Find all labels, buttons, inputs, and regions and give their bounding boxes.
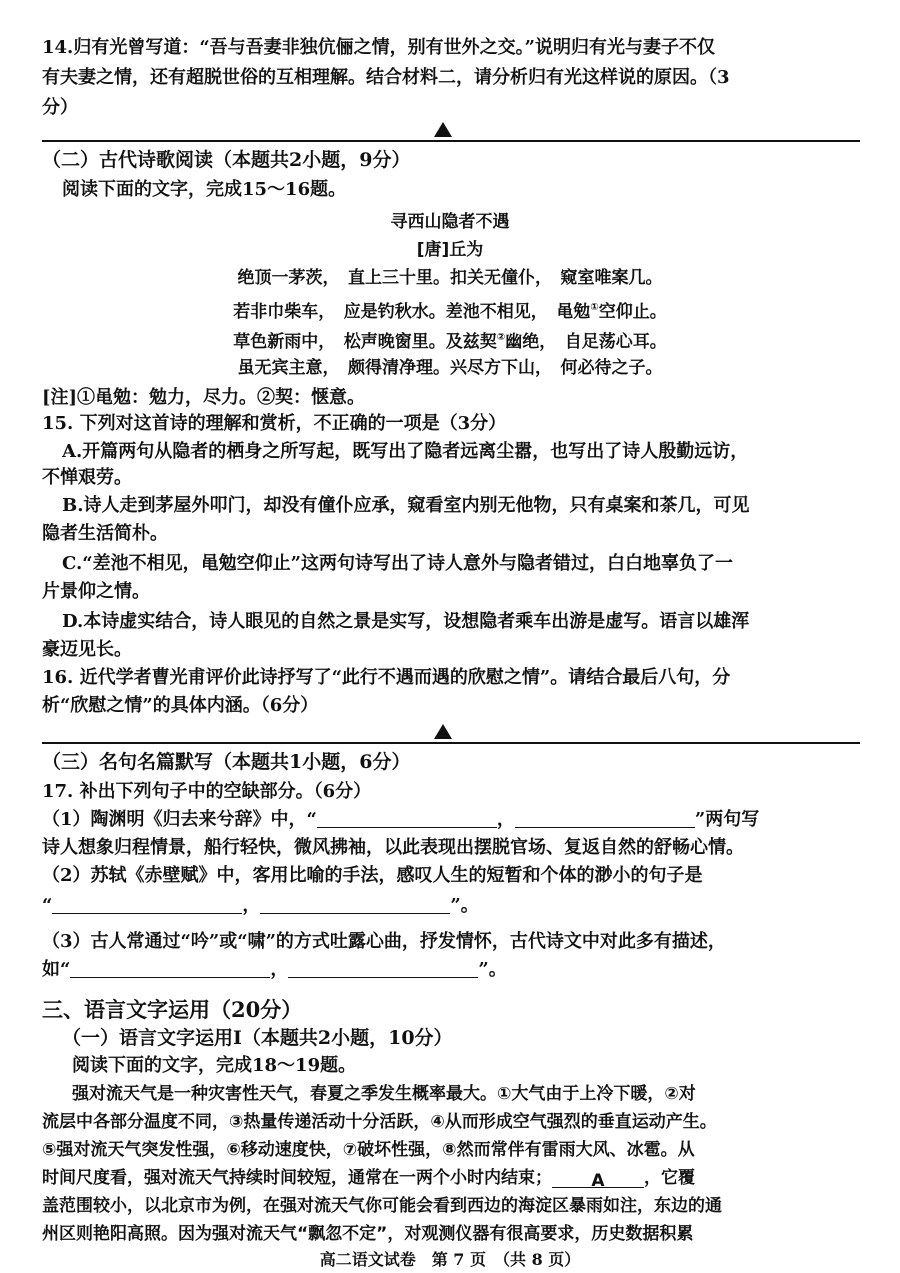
blank-label-a: A bbox=[591, 1171, 605, 1190]
answer-triangle-mark bbox=[434, 724, 452, 739]
section2-heading: （二）古代诗歌阅读（本题共2小题，9分） bbox=[42, 149, 411, 171]
poem-line-4: 虽无宾主意， 颇得清净理。兴尽方下山， 何必待之子。 bbox=[237, 358, 663, 378]
q15-option-d-line2: 豪迈见长。 bbox=[42, 639, 132, 660]
q15-option-d-line1: D.本诗虚实结合，诗人眼见的自然之景是实写，设想隐者乘车出游是虚写。语言以雄浑 bbox=[62, 611, 750, 632]
q16-line1: 16. 近代学者曹光甫评价此诗抒写了“此行不遇而遇的欣慰之情”。请结合最后八句，分 bbox=[42, 667, 731, 688]
q15-option-c-line1: C.“差池不相见，黾勉空仰止”这两句诗写出了诗人意外与隐者错过，白白地辜负了一 bbox=[62, 553, 733, 574]
poem-line-3-tail: 幽绝， 自足荡心耳。 bbox=[505, 332, 667, 352]
answer-blank[interactable] bbox=[317, 809, 497, 828]
poem-title: 寻西山隐者不遇 bbox=[390, 212, 510, 232]
answer-triangle-mark bbox=[434, 122, 452, 137]
answer-blank-a[interactable] bbox=[552, 1169, 644, 1188]
q17-part1-text-a: （1）陶渊明《归去来兮辞》中，“ bbox=[42, 809, 317, 830]
answer-blank[interactable] bbox=[52, 895, 242, 914]
passage-line1: 强对流天气是一种灾害性天气，春夏之季发生概率最大。①大气由于上冷下暖，②对 bbox=[72, 1084, 696, 1104]
passage-line4-text-b: ，它覆 bbox=[644, 1168, 695, 1188]
section2-instruction: 阅读下面的文字，完成15～16题。 bbox=[62, 179, 347, 200]
q14-line1: 14.归有光曾写道：“吾与吾妻非独伉俪之情，别有世外之交。”说明归有光与妻子不仅 bbox=[42, 37, 716, 58]
q17-part1-line1 bbox=[42, 808, 862, 832]
section-divider bbox=[42, 742, 860, 744]
answer-blank[interactable] bbox=[70, 959, 270, 978]
page-footer: 高二语文试卷 第 7 页 （共 8 页） bbox=[319, 1250, 581, 1269]
q15-option-b-line1: B.诗人走到茅屋外叩门，却没有僮仆应承，窥看室内别无他物，只有桌案和茶几，可见 bbox=[62, 495, 750, 516]
part3-instruction: 阅读下面的文字，完成18～19题。 bbox=[72, 1055, 357, 1076]
poem-line-3 bbox=[0, 326, 900, 354]
section-divider bbox=[42, 140, 860, 142]
poem-line-2 bbox=[0, 296, 900, 324]
q17-part2-text-c: ”。 bbox=[450, 895, 479, 916]
q17-part2-line2 bbox=[42, 894, 862, 918]
poem-note: [注]①黾勉：勉力，尽力。②契：惬意。 bbox=[42, 387, 366, 408]
answer-blank[interactable] bbox=[515, 809, 695, 828]
section3-heading: （三）名句名篇默写（本题共1小题，6分） bbox=[42, 751, 411, 773]
answer-blank[interactable] bbox=[260, 895, 450, 914]
q17-part2-line1: （2）苏轼《赤壁赋》中，客用比喻的手法，感叹人生的短暂和个体的渺小的句子是 bbox=[42, 865, 703, 886]
q17-part2-text-a: “ bbox=[42, 895, 53, 916]
poem-line-2-head: 若非巾柴车， 应是钓秋水。差池不相见， 黾勉 bbox=[233, 302, 591, 322]
q15-option-b-line2: 隐者生活简朴。 bbox=[42, 523, 168, 544]
q14-line2: 有夫妻之情，还有超脱世俗的互相理解。结合材料二，请分析归有光这样说的原因。（3 bbox=[42, 67, 730, 88]
q17-part1-line2: 诗人想象归程情景，船行轻快，微风拂袖，以此表现出摆脱官场、复返自然的舒畅心情。 bbox=[42, 837, 744, 858]
answer-blank[interactable] bbox=[288, 959, 478, 978]
q17-part3-line1: （3）古人常通过“吟”或“啸”的方式吐露心曲，抒发情怀，古代诗文中对此多有描述， bbox=[42, 931, 726, 952]
q17-stem: 17. 补出下列句子中的空缺部分。（6分） bbox=[42, 781, 372, 802]
q15-option-c-line2: 片景仰之情。 bbox=[42, 581, 150, 602]
passage-line5: 盖范围较小，以北京市为例，在强对流天气你可能会看到西边的海淀区暴雨如注，东边的通 bbox=[42, 1196, 722, 1216]
q15-option-a-line1: A.开篇两句从隐者的栖身之所写起，既写出了隐者远离尘嚣，也写出了诗人殷勤远访， bbox=[62, 441, 749, 462]
q15-stem: 15. 下列对这首诗的理解和赏析，不正确的一项是（3分） bbox=[42, 413, 507, 434]
footnote-mark-1: ① bbox=[590, 302, 599, 313]
passage-line4 bbox=[42, 1166, 862, 1190]
q17-part3-line2 bbox=[42, 958, 862, 982]
part3-heading: 三、语言文字运用（20分） bbox=[42, 998, 303, 1022]
q17-part2-text-b: ， bbox=[242, 895, 261, 916]
passage-line3: ⑤强对流天气突发性强，⑥移动速度快，⑦破坏性强，⑧然而常伴有雷雨大风、冰雹。从 bbox=[42, 1140, 695, 1160]
passage-line2: 流层中各部分温度不同，③热量传递活动十分活跃，④从而形成空气强烈的垂直运动产生。 bbox=[42, 1112, 717, 1132]
passage-line6: 州区则艳阳高照。因为强对流天气“飘忽不定”，对观测仪器有很高要求，历史数据积累 bbox=[42, 1224, 694, 1244]
q16-line2: 析“欣慰之情”的具体内涵。（6分） bbox=[42, 695, 319, 716]
q17-part3-text-c: ”。 bbox=[478, 959, 507, 980]
q17-part3-text-b: ， bbox=[270, 959, 289, 980]
q17-part1-text-c: ”两句写 bbox=[694, 809, 760, 830]
passage-line4-text-a: 时间尺度看，强对流天气持续时间较短，通常在一两个小时内结束； bbox=[42, 1168, 552, 1188]
poem-line-3-head: 草色新雨中， 松声晚窗里。及兹契 bbox=[233, 332, 497, 352]
q17-part3-text-a: 如“ bbox=[42, 959, 71, 980]
poem-line-2-tail: 空仰止。 bbox=[598, 302, 667, 322]
part3-subheading: （一）语言文字运用Ⅰ（本题共2小题，10分） bbox=[62, 1027, 453, 1049]
footnote-mark-2: ② bbox=[496, 332, 506, 343]
poem-line-1: 绝顶一茅茨， 直上三十里。扣关无僮仆， 窥室唯案几。 bbox=[237, 268, 663, 288]
q14-line3: 分） bbox=[42, 97, 78, 118]
poem-author: [唐]丘为 bbox=[416, 240, 484, 260]
q15-option-a-line2: 不惮艰劳。 bbox=[42, 467, 132, 488]
q17-part1-text-b: ， bbox=[496, 809, 515, 830]
